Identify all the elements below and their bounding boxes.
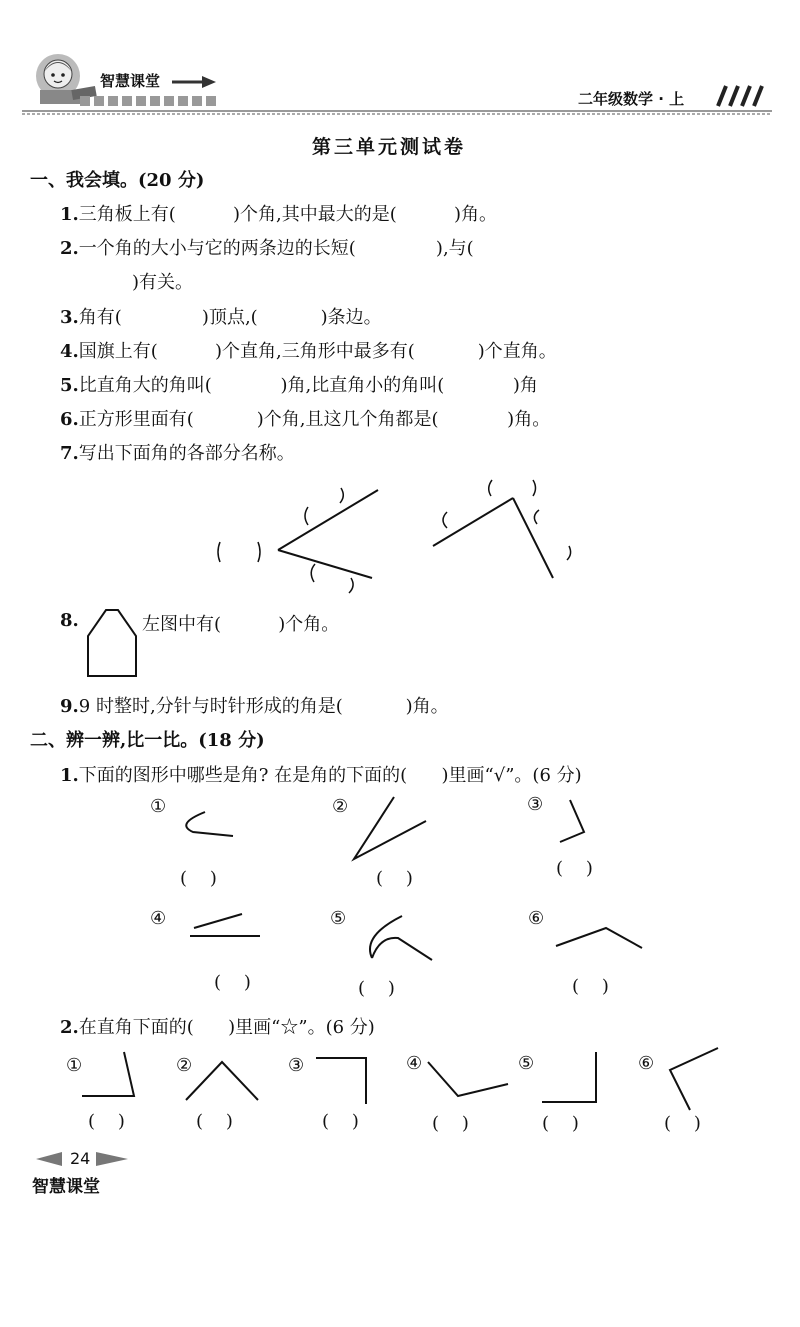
question-text: 一个角的大小与它的两条边的长短( ),与(: [78, 238, 474, 259]
figure-label-5: ⑤: [330, 908, 347, 929]
question-number: 4.: [60, 341, 79, 362]
answer-paren: ( ): [542, 1113, 579, 1134]
question-1-3: [60, 303, 382, 329]
answer-paren: ( ): [572, 976, 609, 997]
question-2-2: [60, 1013, 375, 1039]
figure-label-2: ②: [332, 796, 349, 817]
question-1-8-number: 8.: [60, 610, 79, 631]
figure-label-4: ④: [150, 908, 167, 929]
question-number: 5.: [60, 375, 79, 396]
question-2-1: [60, 761, 582, 787]
right-angle-label-2: ②: [176, 1055, 193, 1076]
right-angle-label-5: ⑤: [518, 1053, 535, 1074]
arrow-icon: [172, 76, 216, 88]
question-text: 国旗上有( )个直角,三角形中最多有( )个直角。: [78, 341, 557, 362]
right-angle-label-3: ③: [288, 1055, 305, 1076]
question-1-2: [60, 234, 474, 260]
question-1-4: [60, 337, 557, 363]
section1-heading: 一、我会填。(20 分): [30, 170, 205, 191]
right-angle-label-6: ⑥: [638, 1053, 655, 1074]
question-number: 3.: [60, 307, 79, 328]
right-angle-figure-r3: [314, 1056, 370, 1106]
open-curve-figure-1: [175, 810, 245, 840]
angle-parts-figure-right: [425, 470, 585, 590]
angle-figure-r4: [426, 1060, 510, 1100]
pentagon-figure: [86, 608, 138, 678]
answer-paren: ( ): [88, 1111, 125, 1132]
question-1-7: [60, 439, 295, 465]
angle-figure-6: [554, 922, 644, 952]
question-1-5: [60, 371, 538, 397]
header-rule: [22, 110, 772, 116]
question-number: 1.: [60, 204, 79, 225]
header-brand: 智慧课堂: [100, 72, 161, 90]
page-number-arrow-right-icon: [96, 1152, 128, 1166]
answer-paren: ( ): [358, 978, 395, 999]
page-number-arrow-left-icon: [36, 1152, 62, 1166]
question-text: 比直角大的角叫( )角,比直角小的角叫( )角: [78, 375, 538, 396]
question-1-8-text: 左图中有( )个角。: [142, 614, 340, 635]
answer-paren: ( ): [556, 858, 593, 879]
figure-label-1: ①: [150, 796, 167, 817]
right-angle-figure-r5: [540, 1050, 600, 1106]
header-slash-decoration: [712, 86, 768, 106]
answer-paren: ( ): [214, 972, 251, 993]
question-number: 9.: [60, 696, 79, 717]
question-text: 9 时整时,分针与时针形成的角是( )角。: [78, 696, 449, 717]
answer-paren: ( ): [196, 1111, 233, 1132]
page-number: 24: [70, 1149, 91, 1168]
right-angle-label-1: ①: [66, 1055, 83, 1076]
answer-paren: ( ): [432, 1113, 469, 1134]
question-text: 三角板上有( )个角,其中最大的是( )角。: [78, 204, 498, 225]
figure-label-3: ③: [527, 794, 544, 815]
right-angle-figure-r2: [184, 1058, 260, 1104]
question-text: 写出下面角的各部分名称。: [78, 443, 295, 464]
answer-paren: ( ): [180, 868, 217, 889]
question-number: 7.: [60, 443, 79, 464]
question-1-6: [60, 405, 550, 431]
question-number: 6.: [60, 409, 79, 430]
separate-lines-figure-4: [188, 910, 264, 940]
angle-figure-r1: [80, 1050, 140, 1102]
question-number: 1.: [60, 765, 79, 786]
question-1-9: [60, 692, 449, 718]
angle-figure-3: [556, 798, 592, 846]
u-curve-figure-5: [362, 912, 442, 964]
figure-label-6: ⑥: [528, 908, 545, 929]
question-text: 下面的图形中哪些是角? 在是角的下面的( )里画“√”。(6 分): [78, 765, 582, 786]
question-text: 角有( )顶点,( )条边。: [78, 307, 382, 328]
question-1-1: [60, 200, 497, 226]
question-number: 2.: [60, 1017, 79, 1038]
header-grade: 二年级数学 · 上: [578, 90, 685, 108]
question-text: 在直角下面的( )里画“☆”。(6 分): [78, 1017, 375, 1038]
header-dot-strip: [80, 96, 260, 106]
answer-paren: ( ): [376, 868, 413, 889]
question-text: 正方形里面有( )个角,且这几个角都是( )角。: [78, 409, 551, 430]
answer-paren: ( ): [322, 1111, 359, 1132]
answer-paren: ( ): [664, 1113, 701, 1134]
angle-figure-r6: [666, 1046, 722, 1112]
right-angle-label-4: ④: [406, 1053, 423, 1074]
page-title: 第三单元测试卷: [312, 136, 467, 158]
angle-figure-2: [350, 795, 430, 861]
footer-brand: 智慧课堂: [32, 1177, 100, 1197]
question-number: 2.: [60, 238, 79, 259]
question-1-2-continuation: )有关。: [132, 272, 194, 293]
angle-parts-figure-left: [200, 470, 390, 600]
section2-heading: 二、辨一辨,比一比。(18 分): [30, 730, 265, 751]
